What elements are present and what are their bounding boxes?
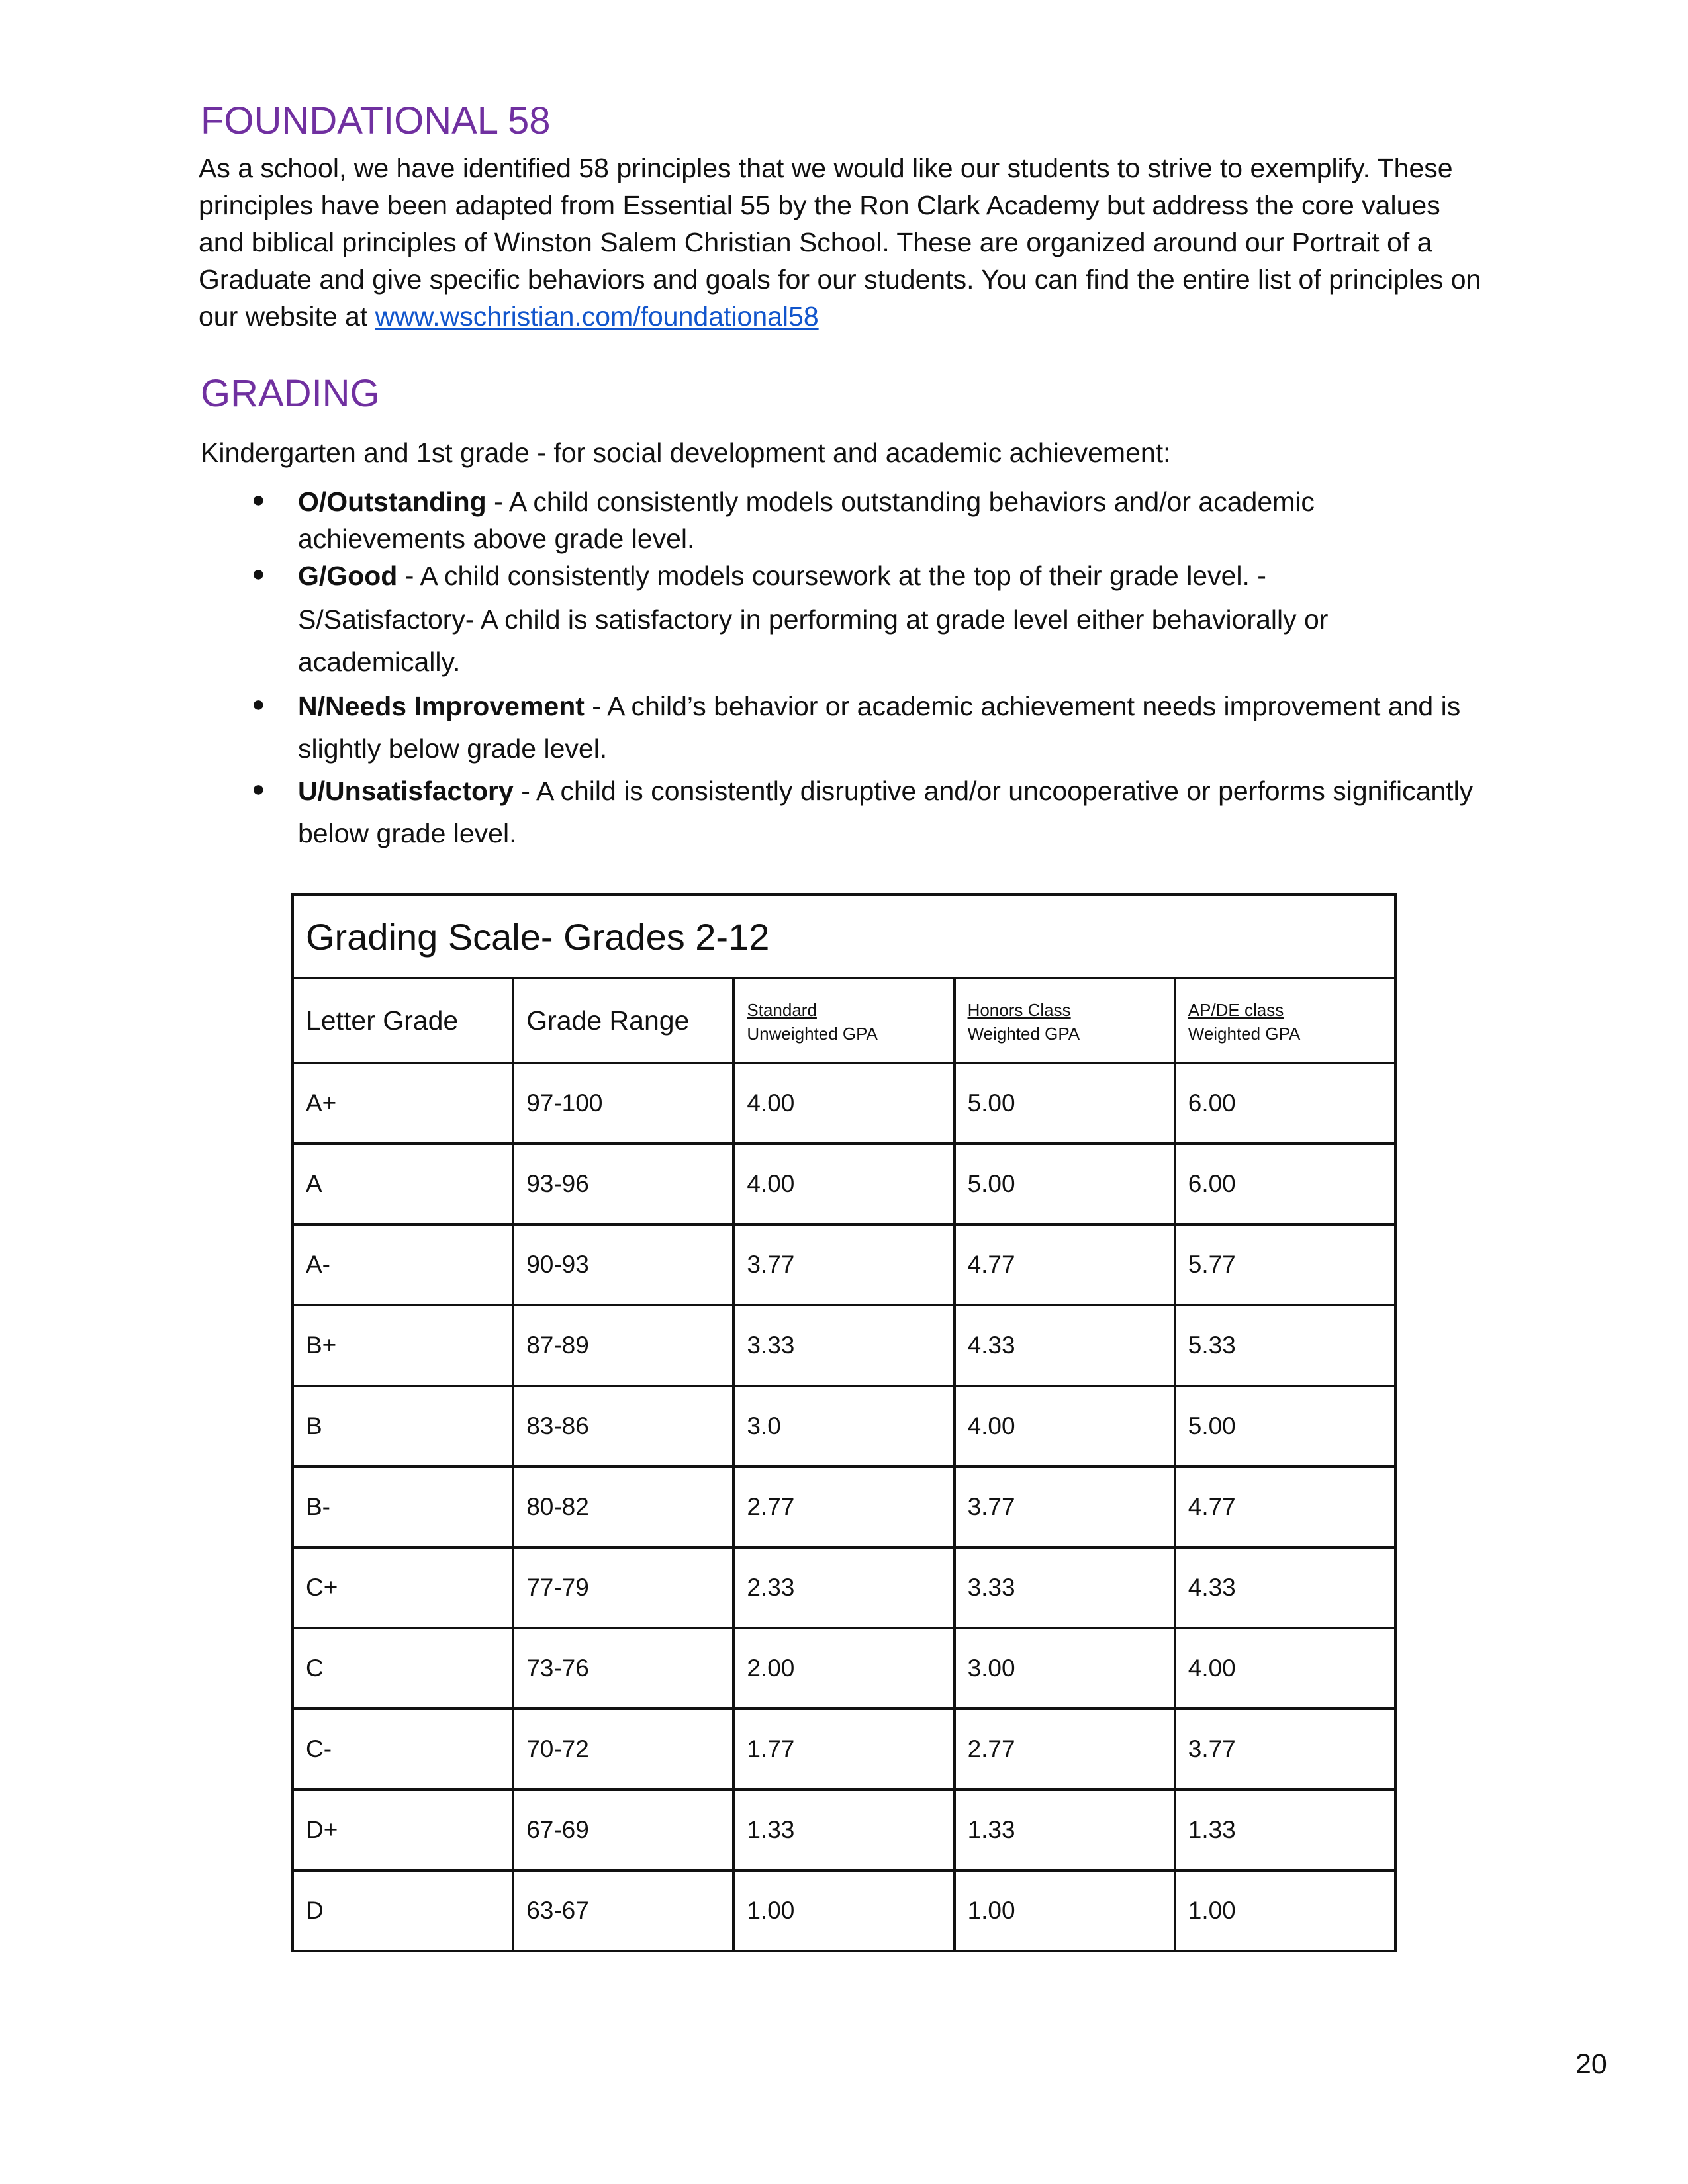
cell-honors-gpa: 3.33 bbox=[955, 1547, 1175, 1628]
cell-range: 80-82 bbox=[513, 1467, 733, 1547]
cell-standard-gpa: 2.77 bbox=[733, 1467, 954, 1547]
table-row bbox=[293, 1790, 1395, 1870]
header-honors bbox=[955, 978, 1175, 1063]
cell-letter: B bbox=[293, 1386, 513, 1467]
cell-honors-gpa: 1.00 bbox=[955, 1870, 1175, 1951]
cell-apde-gpa: 5.00 bbox=[1175, 1386, 1395, 1467]
cell-letter: B+ bbox=[293, 1305, 513, 1386]
cell-range: 67-69 bbox=[513, 1790, 733, 1870]
cell-apde-gpa: 5.33 bbox=[1175, 1305, 1395, 1386]
table-row bbox=[293, 1709, 1395, 1790]
foundational-link[interactable]: www.wschristian.com/foundational58 bbox=[375, 301, 819, 332]
header-grade-range: Grade Range bbox=[513, 978, 733, 1063]
cell-range: 93-96 bbox=[513, 1144, 733, 1224]
cell-standard-gpa: 3.0 bbox=[733, 1386, 954, 1467]
bullet-term: U/Unsatisfactory bbox=[298, 776, 514, 806]
table-row bbox=[293, 1547, 1395, 1628]
cell-standard-gpa: 1.33 bbox=[733, 1790, 954, 1870]
cell-letter: B- bbox=[293, 1467, 513, 1547]
bullet-term: O/Outstanding bbox=[298, 486, 487, 517]
header-apde-bottom: Weighted GPA bbox=[1188, 1024, 1301, 1044]
cell-range: 90-93 bbox=[513, 1224, 733, 1305]
cell-apde-gpa: 4.33 bbox=[1175, 1547, 1395, 1628]
page-number: 20 bbox=[1575, 2048, 1607, 2080]
table-row bbox=[293, 1628, 1395, 1709]
cell-standard-gpa: 3.33 bbox=[733, 1305, 954, 1386]
cell-range: 87-89 bbox=[513, 1305, 733, 1386]
bullet-desc: - A child’s behavior or academic achievement needs improvement and is slightly below grade level. bbox=[298, 691, 1461, 764]
foundational-heading: FOUNDATIONAL 58 bbox=[201, 99, 551, 142]
bullet-desc: - A child is consistently disruptive and/or uncooperative or performs significantly below grade level. bbox=[298, 776, 1474, 848]
table-row bbox=[293, 1870, 1395, 1951]
cell-range: 83-86 bbox=[513, 1386, 733, 1467]
header-honors-bottom: Weighted GPA bbox=[967, 1024, 1080, 1044]
grading-intro: Kindergarten and 1st grade - for social development and academic achievement: bbox=[201, 437, 1171, 468]
header-apde-top: AP/DE class bbox=[1188, 1000, 1284, 1020]
cell-letter: C bbox=[293, 1628, 513, 1709]
bullet-dot-icon: ● bbox=[252, 561, 265, 586]
grading-heading: GRADING bbox=[201, 372, 380, 415]
table-title: Grading Scale- Grades 2-12 bbox=[293, 895, 1395, 978]
cell-letter: C- bbox=[293, 1709, 513, 1790]
table-row bbox=[293, 1386, 1395, 1467]
cell-letter: D+ bbox=[293, 1790, 513, 1870]
bullet-term: N/Needs Improvement bbox=[298, 691, 585, 721]
cell-honors-gpa: 5.00 bbox=[955, 1063, 1175, 1144]
bullet-dot-icon: ● bbox=[252, 692, 265, 717]
cell-apde-gpa: 6.00 bbox=[1175, 1063, 1395, 1144]
header-letter-grade: Letter Grade bbox=[293, 978, 513, 1063]
cell-standard-gpa: 3.77 bbox=[733, 1224, 954, 1305]
table-header-row bbox=[293, 978, 1395, 1063]
cell-apde-gpa: 1.33 bbox=[1175, 1790, 1395, 1870]
cell-range: 77-79 bbox=[513, 1547, 733, 1628]
cell-standard-gpa: 1.77 bbox=[733, 1709, 954, 1790]
cell-honors-gpa: 3.00 bbox=[955, 1628, 1175, 1709]
table-row bbox=[293, 1467, 1395, 1547]
cell-apde-gpa: 6.00 bbox=[1175, 1144, 1395, 1224]
cell-honors-gpa: 3.77 bbox=[955, 1467, 1175, 1547]
cell-honors-gpa: 4.00 bbox=[955, 1386, 1175, 1467]
cell-standard-gpa: 1.00 bbox=[733, 1870, 954, 1951]
cell-apde-gpa: 5.77 bbox=[1175, 1224, 1395, 1305]
bullet-desc: - A child consistently models coursework at the top of their grade level. - bbox=[397, 561, 1266, 591]
foundational-body: As a school, we have identified 58 principles that we would like our students to strive to exemplify. These principles have been adapted from Essential 55 by the Ron Clark Academy but address the core values and biblical principles of Winston Salem Christian School. These are organized around our Portrait of a Graduate and give specific behaviors and goals for our students. You can find the entire list of principles on our website at bbox=[199, 153, 1481, 332]
header-standard bbox=[733, 978, 954, 1063]
table-row bbox=[293, 1305, 1395, 1386]
cell-apde-gpa: 1.00 bbox=[1175, 1870, 1395, 1951]
cell-honors-gpa: 5.00 bbox=[955, 1144, 1175, 1224]
table-row bbox=[293, 1224, 1395, 1305]
cell-honors-gpa: 2.77 bbox=[955, 1709, 1175, 1790]
cell-range: 73-76 bbox=[513, 1628, 733, 1709]
cell-letter: A+ bbox=[293, 1063, 513, 1144]
cell-standard-gpa: 2.00 bbox=[733, 1628, 954, 1709]
cell-standard-gpa: 4.00 bbox=[733, 1144, 954, 1224]
foundational-paragraph bbox=[199, 150, 1489, 335]
cell-honors-gpa: 4.33 bbox=[955, 1305, 1175, 1386]
table-title-row bbox=[293, 895, 1395, 978]
cell-range: 70-72 bbox=[513, 1709, 733, 1790]
header-standard-top: Standard bbox=[747, 1000, 817, 1020]
bullet-dot-icon: ● bbox=[252, 487, 265, 512]
cell-apde-gpa: 3.77 bbox=[1175, 1709, 1395, 1790]
cell-standard-gpa: 4.00 bbox=[733, 1063, 954, 1144]
cell-honors-gpa: 1.33 bbox=[955, 1790, 1175, 1870]
cell-range: 97-100 bbox=[513, 1063, 733, 1144]
header-standard-bottom: Unweighted GPA bbox=[747, 1024, 878, 1044]
bullet-term: G/Good bbox=[298, 561, 398, 591]
grading-scale-table bbox=[291, 893, 1397, 1952]
header-apde bbox=[1175, 978, 1395, 1063]
table-row bbox=[293, 1063, 1395, 1144]
cell-apde-gpa: 4.00 bbox=[1175, 1628, 1395, 1709]
cell-letter: A bbox=[293, 1144, 513, 1224]
bullet-satisfactory: S/Satisfactory- A child is satisfactory in performing at grade level either behaviorally or academically. bbox=[298, 604, 1329, 677]
cell-standard-gpa: 2.33 bbox=[733, 1547, 954, 1628]
bullet-desc: - A child consistently models outstanding behaviors and/or academic achievements above grade level. bbox=[298, 486, 1315, 554]
cell-apde-gpa: 4.77 bbox=[1175, 1467, 1395, 1547]
bullet-dot-icon: ● bbox=[252, 776, 265, 801]
table-row bbox=[293, 1144, 1395, 1224]
cell-letter: A- bbox=[293, 1224, 513, 1305]
header-honors-top: Honors Class bbox=[967, 1000, 1071, 1020]
cell-letter: D bbox=[293, 1870, 513, 1951]
cell-honors-gpa: 4.77 bbox=[955, 1224, 1175, 1305]
cell-letter: C+ bbox=[293, 1547, 513, 1628]
cell-range: 63-67 bbox=[513, 1870, 733, 1951]
